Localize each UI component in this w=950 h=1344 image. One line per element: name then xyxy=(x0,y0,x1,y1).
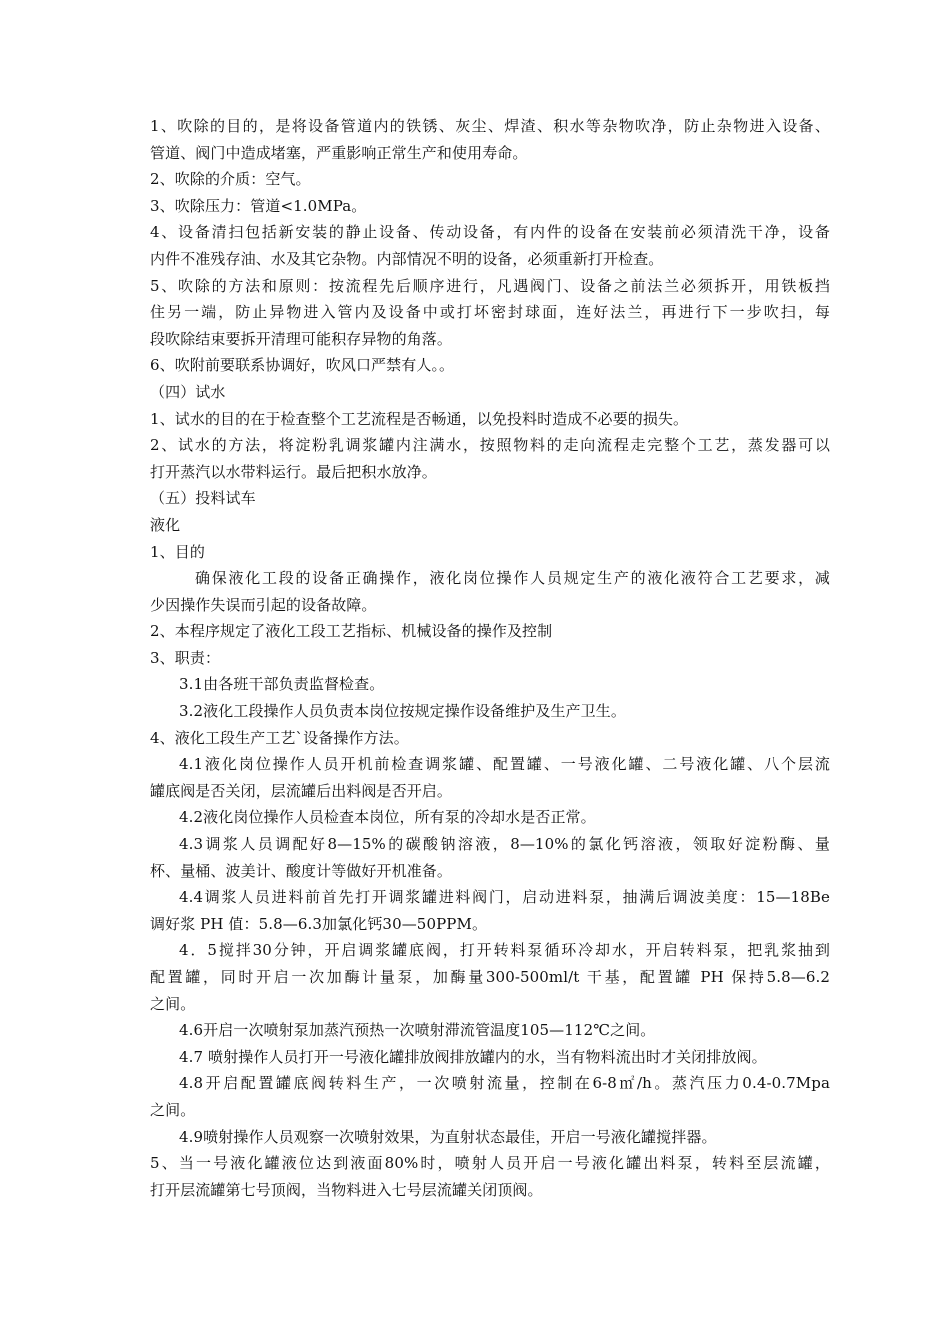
text-line: 2、本程序规定了液化工段工艺指标、机械设备的操作及控制 xyxy=(150,622,553,641)
text-line: 打开层流罐第七号顶阀，当物料进入七号层流罐关闭顶阀。 xyxy=(150,1180,543,1199)
text-line: 少因操作失误而引起的设备故障。 xyxy=(150,595,377,614)
subsection-heading: 液化 xyxy=(150,515,181,534)
text-line: 3.1由各班干部负责监督检查。 xyxy=(179,675,385,694)
text-line: 4.1液化岗位操作人员开机前检查调浆罐、配置罐、一号液化罐、二号液化罐、八个层流 xyxy=(179,755,830,774)
text-line: 配置罐，同时开启一次加酶计量泵，加酶量300-500ml/t 干基，配置罐 PH 保持5.8—6.2 xyxy=(150,968,830,986)
text-line: 1、试水的目的在于检查整个工艺流程是否畅通，以免投料时造成不必要的损失。 xyxy=(150,409,689,428)
text-line: 4.6开启一次喷射泵加蒸汽预热一次喷射滞流管温度105—112℃之间。 xyxy=(179,1021,656,1040)
text-line: 住另一端，防止异物进入管内及设备中或打坏密封球面，连好法兰，再进行下一步吹扫，每 xyxy=(150,303,830,322)
section-heading: （四）试水 xyxy=(150,382,226,401)
text-line: 2、吹除的介质：空气。 xyxy=(150,170,311,189)
document-body xyxy=(150,113,830,1203)
text-line: 2、试水的方法，将淀粉乳调浆罐内注满水，按照物料的走向流程走完整个工艺，蒸发器可以 xyxy=(150,436,830,455)
text-line: 之间。 xyxy=(150,1100,196,1119)
text-line: 1、吹除的目的，是将设备管道内的铁锈、灰尘、焊渣、积水等杂物吹净，防止杂物进入设备、 xyxy=(150,117,830,135)
text-line: 段吹除结束要拆开清理可能积存异物的角落。 xyxy=(150,329,453,348)
text-line: 3、职责： xyxy=(150,648,221,667)
text-line: 管道、阀门中造成堵塞，严重影响正常生产和使用寿命。 xyxy=(150,143,528,162)
text-line: 6、吹附前要联系协调好，吹风口严禁有人。。 xyxy=(150,356,455,375)
text-line: 3.2液化工段操作人员负责本岗位按规定操作设备维护及生产卫生。 xyxy=(179,702,626,721)
text-line: 调好浆 PH 值：5.8—6.3加氯化钙30—50PPM。 xyxy=(150,914,488,933)
text-line: 1、目的 xyxy=(150,542,205,561)
text-line: 之间。 xyxy=(150,994,196,1013)
text-line: 5、吹除的方法和原则：按流程先后顺序进行，凡遇阀门、设备之前法兰必须拆开，用铁板挡 xyxy=(150,276,830,295)
text-line: 杯、量桶、波美计、酸度计等做好开机准备。 xyxy=(150,861,453,880)
text-line: 内件不准残存油、水及其它杂物。内部情况不明的设备，必须重新打开检查。 xyxy=(150,249,664,268)
text-line: 4.8开启配置罐底阀转料生产，一次喷射流量，控制在6-8㎡/h。蒸汽压力0.4-0.7Mpa xyxy=(179,1074,830,1093)
text-line: 4、液化工段生产工艺`设备操作方法。 xyxy=(150,728,409,747)
text-line: 打开蒸汽以水带料运行。最后把积水放净。 xyxy=(150,462,437,481)
text-line: 4．5搅拌30分钟，开启调浆罐底阀，打开转料泵循环冷却水，开启转料泵，把乳浆抽到 xyxy=(179,941,830,960)
text-line: 确保液化工段的设备正确操作，液化岗位操作人员规定生产的液化液符合工艺要求，减 xyxy=(195,569,830,588)
text-line: 4.7 喷射操作人员打开一号液化罐排放阀排放罐内的水，当有物料流出时才关闭排放阀。 xyxy=(179,1047,767,1066)
text-line: 罐底阀是否关闭，层流罐后出料阀是否开启。 xyxy=(150,781,453,800)
section-heading: （五）投料试车 xyxy=(150,489,256,508)
text-line: 4.9喷射操作人员观察一次喷射效果，为直射状态最佳，开启一号液化罐搅拌器。 xyxy=(179,1127,717,1146)
text-line: 4.3调浆人员调配好8—15%的碳酸钠溶液，8—10%的氯化钙溶液，领取好淀粉酶、量 xyxy=(179,835,830,854)
text-line: 5、当一号液化罐液位达到液面80%时，喷射人员开启一号液化罐出料泵，转料至层流罐， xyxy=(150,1154,830,1173)
text-line: 4.2液化岗位操作人员检查本岗位，所有泵的冷却水是否正常。 xyxy=(179,808,596,827)
text-line: 4、设备清扫包括新安装的静止设备、传动设备，有内件的设备在安装前必须清洗干净，设备 xyxy=(150,223,830,242)
text-line: 3、吹除压力：管道<1.0MPa。 xyxy=(150,196,367,215)
text-line: 4.4调浆人员进料前首先打开调浆罐进料阀门，启动进料泵，抽满后调波美度：15—18Be xyxy=(179,888,830,907)
